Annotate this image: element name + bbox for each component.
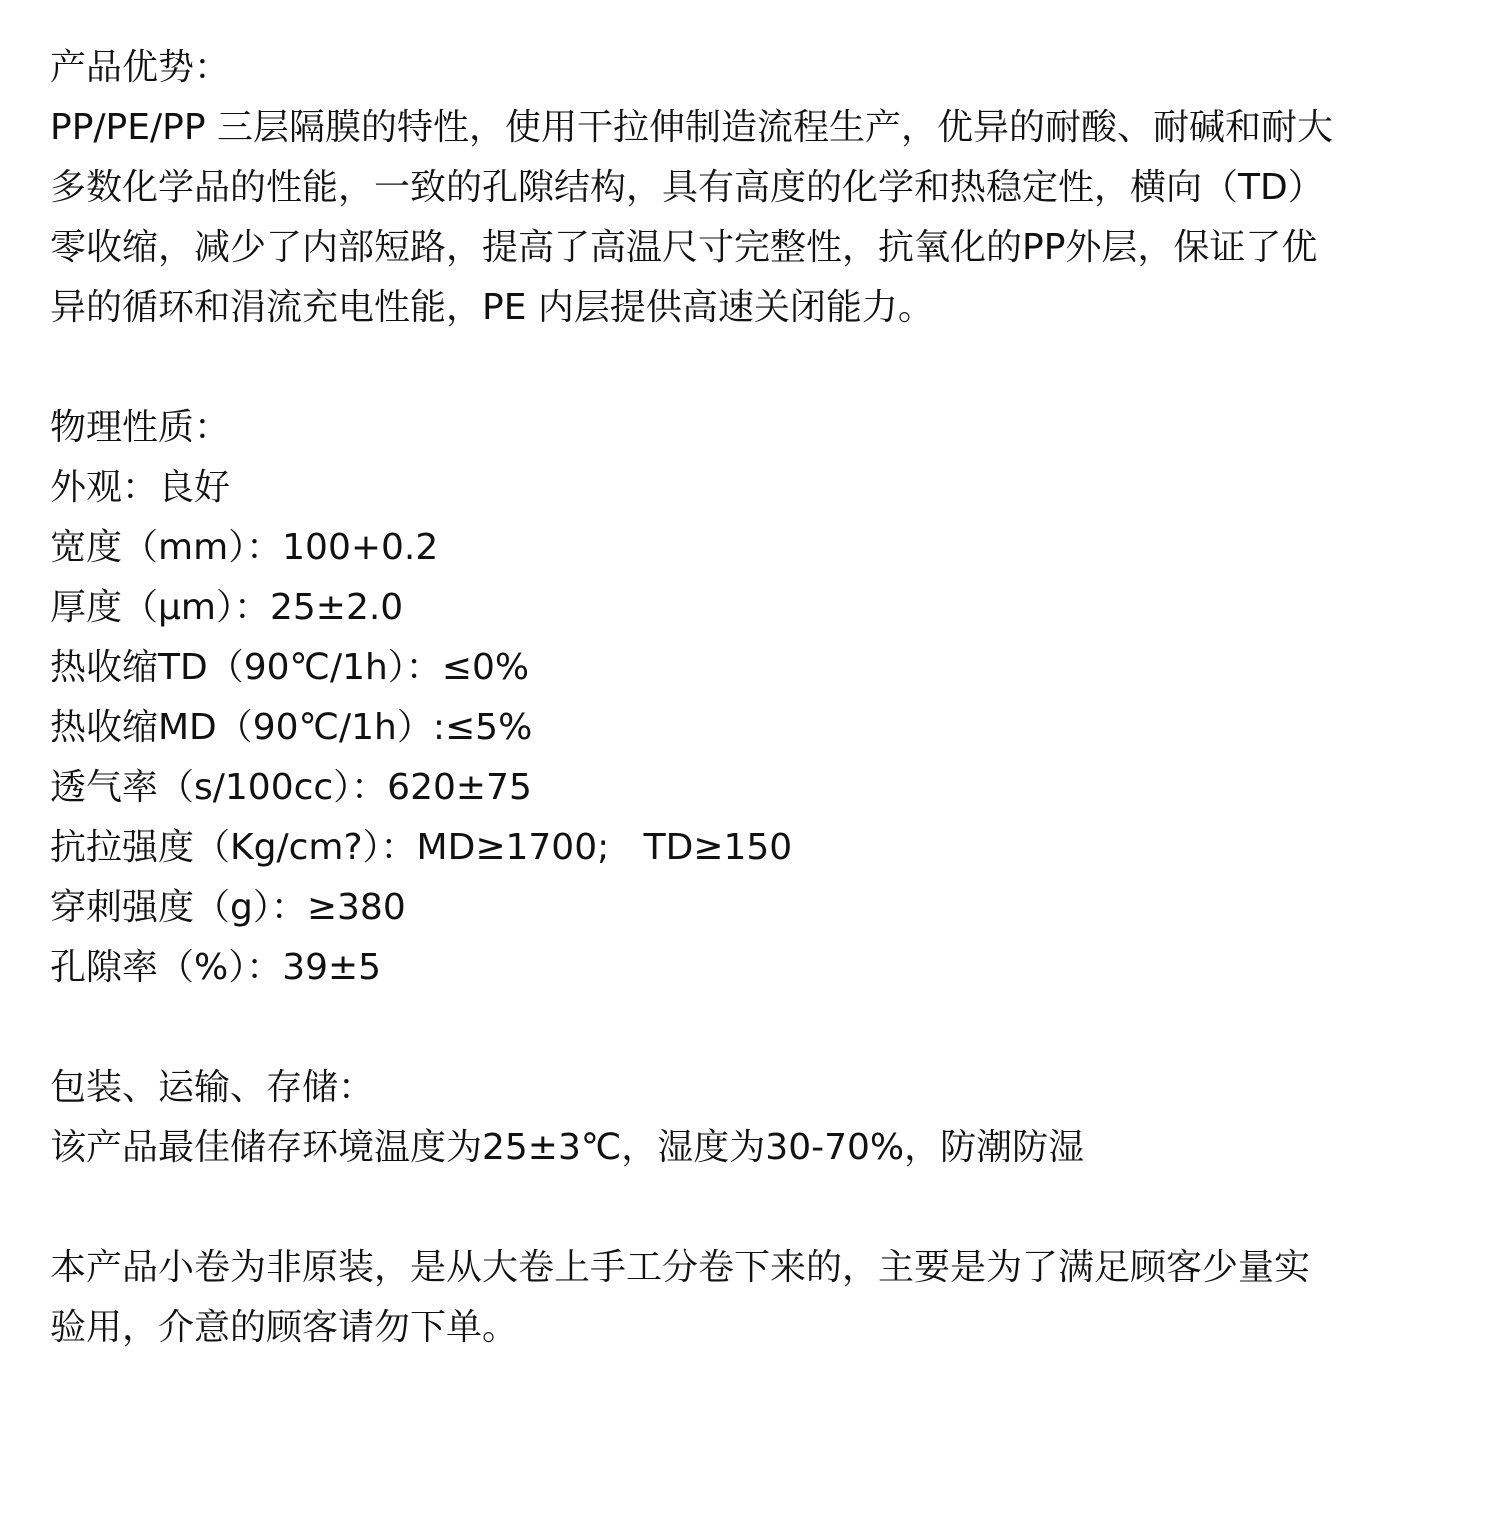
paragraph-line: PP/PE/PP 三层隔膜的特性，使用干拉伸制造流程生产，优异的耐酸、耐碱和耐大 — [50, 107, 1333, 148]
section-heading-properties: 物理性质： — [50, 407, 231, 448]
paragraph-line: 零收缩，减少了内部短路，提高了高温尺寸完整性，抗氧化的PP外层，保证了优 — [50, 227, 1318, 268]
section-physical-properties — [50, 398, 1470, 998]
paragraph-line: 该产品最佳储存环境温度为25±3℃，湿度为30-70%，防潮防湿 — [50, 1127, 1085, 1168]
section-product-advantages — [50, 38, 1470, 338]
document-body — [50, 38, 1470, 1358]
property-width: 宽度（mm）：100+0.2 — [50, 527, 439, 568]
paragraph-line: 异的循环和涓流充电性能，PE 内层提供高速关闭能力。 — [50, 287, 934, 328]
section-storage — [50, 1058, 1470, 1178]
property-heat-shrink-md: 热收缩MD（90℃/1h）:≤5% — [50, 707, 533, 748]
section-notice — [50, 1238, 1470, 1358]
section-spacer — [50, 338, 1470, 398]
section-spacer — [50, 1178, 1470, 1238]
property-puncture-strength: 穿刺强度（g）：≥380 — [50, 887, 406, 928]
paragraph-line: 多数化学品的性能，一致的孔隙结构，具有高度的化学和热稳定性，横向（TD） — [50, 167, 1324, 208]
section-heading-advantages: 产品优势： — [50, 47, 231, 88]
property-thickness: 厚度（μm）：25±2.0 — [50, 587, 404, 628]
property-heat-shrink-td: 热收缩TD（90℃/1h）：≤0% — [50, 647, 530, 688]
property-appearance: 外观：良好 — [50, 467, 231, 508]
paragraph-line: 本产品小卷为非原装，是从大卷上手工分卷下来的，主要是为了满足顾客少量实 — [50, 1247, 1311, 1288]
property-porosity: 孔隙率（%）：39±5 — [50, 947, 382, 988]
paragraph-line: 验用，介意的顾客请勿下单。 — [50, 1307, 519, 1348]
section-spacer — [50, 998, 1470, 1058]
property-air-permeability: 透气率（s/100cc）：620±75 — [50, 767, 532, 808]
property-tensile-strength: 抗拉强度（Kg/cm?）：MD≥1700; TD≥150 — [50, 827, 793, 868]
section-heading-storage: 包装、运输、存储： — [50, 1067, 375, 1108]
